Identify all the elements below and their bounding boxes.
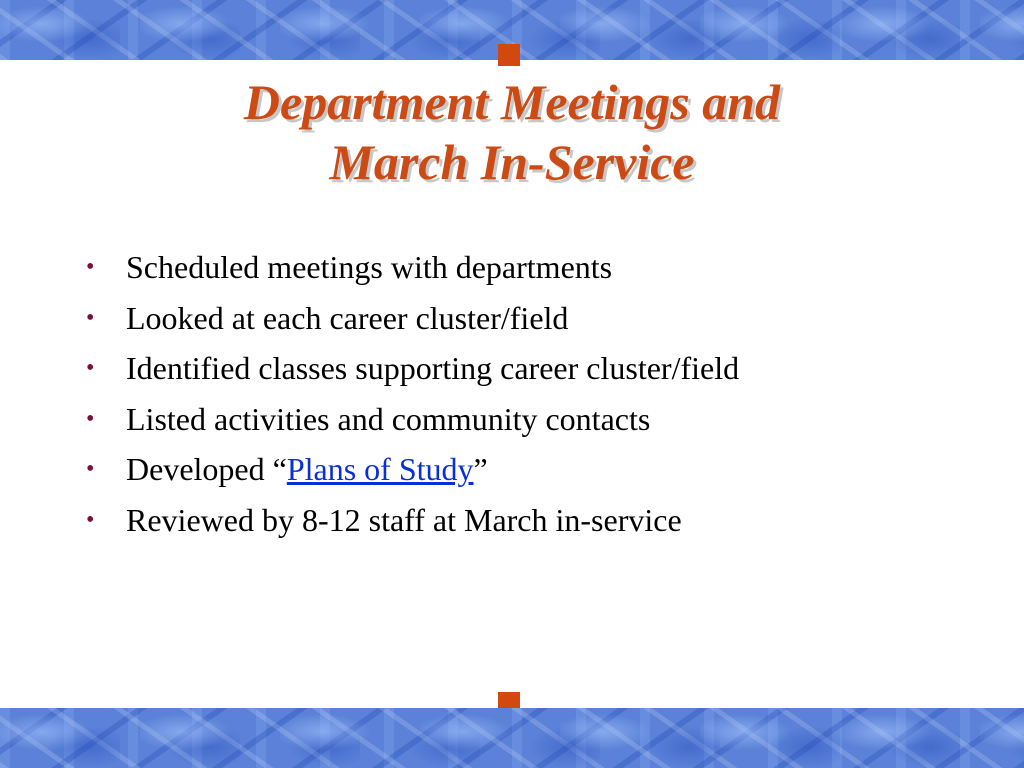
- bullet-icon: •: [86, 304, 95, 331]
- bullet-text: Scheduled meetings with departments: [126, 249, 613, 285]
- bullet-item: [86, 444, 986, 495]
- bullet-item: [86, 394, 986, 445]
- bullet-text: Listed activities and community contacts: [126, 400, 651, 437]
- bullet-item: [86, 293, 986, 344]
- bullet-item: [86, 495, 986, 546]
- bullet-text: Identified classes supporting career cluster/field: [126, 350, 740, 386]
- bullet-icon: •: [86, 254, 95, 280]
- bullet-item: [86, 242, 986, 293]
- bullet-text: Reviewed by 8-12 staff at March in-service: [126, 501, 682, 538]
- bottom-decorative-band: [0, 708, 1024, 768]
- bullet-text: Looked at each career cluster/field: [126, 299, 569, 336]
- bullet-item: [86, 343, 986, 394]
- bullet-icon: •: [86, 506, 95, 533]
- bullet-icon: •: [86, 405, 95, 432]
- bullet-icon: •: [86, 456, 95, 482]
- plans-of-study-link[interactable]: Plans of Study: [286, 451, 474, 487]
- slide-title-line-2: March In-Service: [329, 134, 695, 190]
- slide-title-line-1: Department Meetings and: [243, 74, 781, 130]
- top-square-marker: [498, 44, 520, 66]
- bullet-list: [86, 242, 986, 545]
- bullet-icon: •: [86, 355, 95, 381]
- bullet-text-prefix: Developed “: [126, 451, 287, 487]
- bullet-text-suffix: ”: [473, 451, 488, 487]
- slide-title: [0, 72, 1024, 192]
